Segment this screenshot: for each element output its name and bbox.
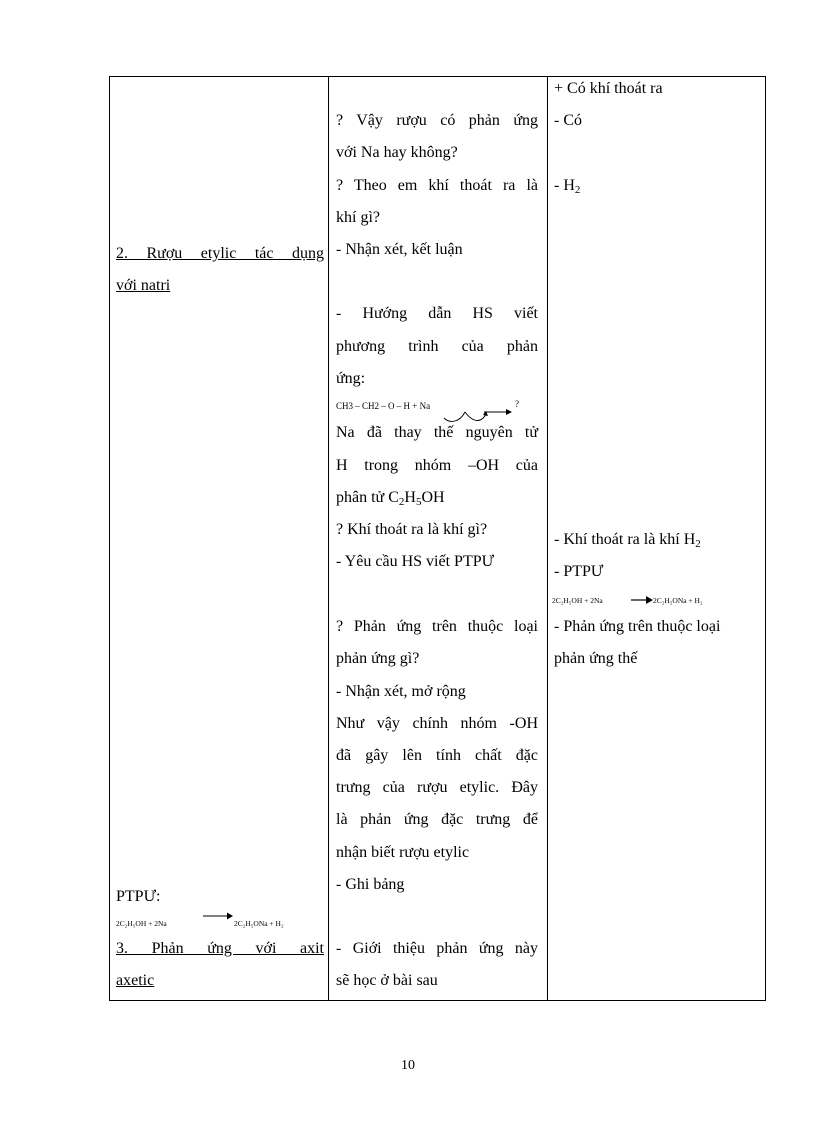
col3-equation-arrow-icon xyxy=(631,595,653,605)
oh-group-line4: là phản ứng đặc trưng để xyxy=(336,811,538,828)
oh-group-line3: trưng của rượu etylic. Đây xyxy=(336,779,538,796)
question-gas-line1: ? Theo em khí thoát ra là xyxy=(336,177,538,194)
reaction-scheme: CH3 – CH2 – O – H + Na xyxy=(336,401,431,411)
question-na-reaction-line2: với Na hay không? xyxy=(336,144,458,161)
extend-note: - Nhận xét, mở rộng xyxy=(336,683,466,700)
reaction-product: ? xyxy=(515,399,519,409)
answer-yes: - Có xyxy=(554,112,582,129)
guide-line1: - Hướng dẫn HS viết xyxy=(336,305,538,322)
write-board-note: - Ghi bảng xyxy=(336,876,405,893)
answer-reaction-type-line1: - Phản ứng trên thuộc loại xyxy=(554,618,721,635)
column-divider-2 xyxy=(547,77,548,1000)
na-replace-line2: H trong nhóm –OH của xyxy=(336,457,538,474)
answer-gas-is-h2: - Khí thoát ra là khí $H_2$ xyxy=(554,531,701,550)
oh-group-line2: đã gây lên tính chất đặc xyxy=(336,747,538,764)
oh-group-line1: Như vậy chính nhóm -OH xyxy=(336,715,538,732)
section2-heading-line1: 2. Rượu etylic tác dụng xyxy=(116,245,324,262)
col1-equation-arrow-icon xyxy=(203,911,233,921)
answer-gas-out: + Có khí thoát ra xyxy=(554,80,663,97)
section3-heading-line1: 3. Phản ứng với axit xyxy=(116,940,324,957)
guide-line3: ứng: xyxy=(336,370,366,387)
col3-equation-left: 2C₂H₅OH + 2Na xyxy=(552,596,603,605)
oh-group-line5: nhận biết rượu etylic xyxy=(336,844,470,861)
ptpu-label: PTPƯ: xyxy=(116,888,161,905)
question-reaction-type-line1: ? Phản ứng trên thuộc loại xyxy=(336,618,538,635)
answer-h2: - $H_2$ xyxy=(554,177,581,196)
page-number: 10 xyxy=(401,1058,415,1073)
question-reaction-type-line2: phản ứng gì? xyxy=(336,650,420,667)
question-na-reaction-line1: ? Vậy rượu có phản ứng xyxy=(336,112,538,129)
intro-line1: - Giới thiệu phản ứng này xyxy=(336,940,538,957)
col1-equation-left: 2C₂H₅OH + 2Na xyxy=(116,919,167,928)
section2-heading-line2: với natri xyxy=(116,277,171,294)
section3-heading-line2: axetic xyxy=(116,972,155,989)
question-gas-line2: khí gì? xyxy=(336,209,380,226)
ask-write-equation: - Yêu cầu HS viết PTPƯ xyxy=(336,553,495,570)
answer-reaction-type-line2: phản ứng thế xyxy=(554,650,638,667)
question-gas-type: ? Khí thoát ra là khí gì? xyxy=(336,521,488,538)
conclude-note: - Nhận xét, kết luận xyxy=(336,241,463,258)
column-divider-1 xyxy=(328,77,329,1000)
na-replace-line3: phân tử $C_2H_5OH$ xyxy=(336,489,445,508)
answer-ptpu-label: - PTPƯ xyxy=(554,563,604,580)
col3-equation-right: 2C₂H₅ONa + H₂ xyxy=(653,596,703,605)
guide-line2: phương trình của phản xyxy=(336,338,538,355)
na-replace-line1: Na đã thay thế nguyên tử xyxy=(336,424,538,441)
col1-equation-right: 2C₂H₅ONa + H₂ xyxy=(234,919,284,928)
intro-line2: sẽ học ở bài sau xyxy=(336,972,438,989)
